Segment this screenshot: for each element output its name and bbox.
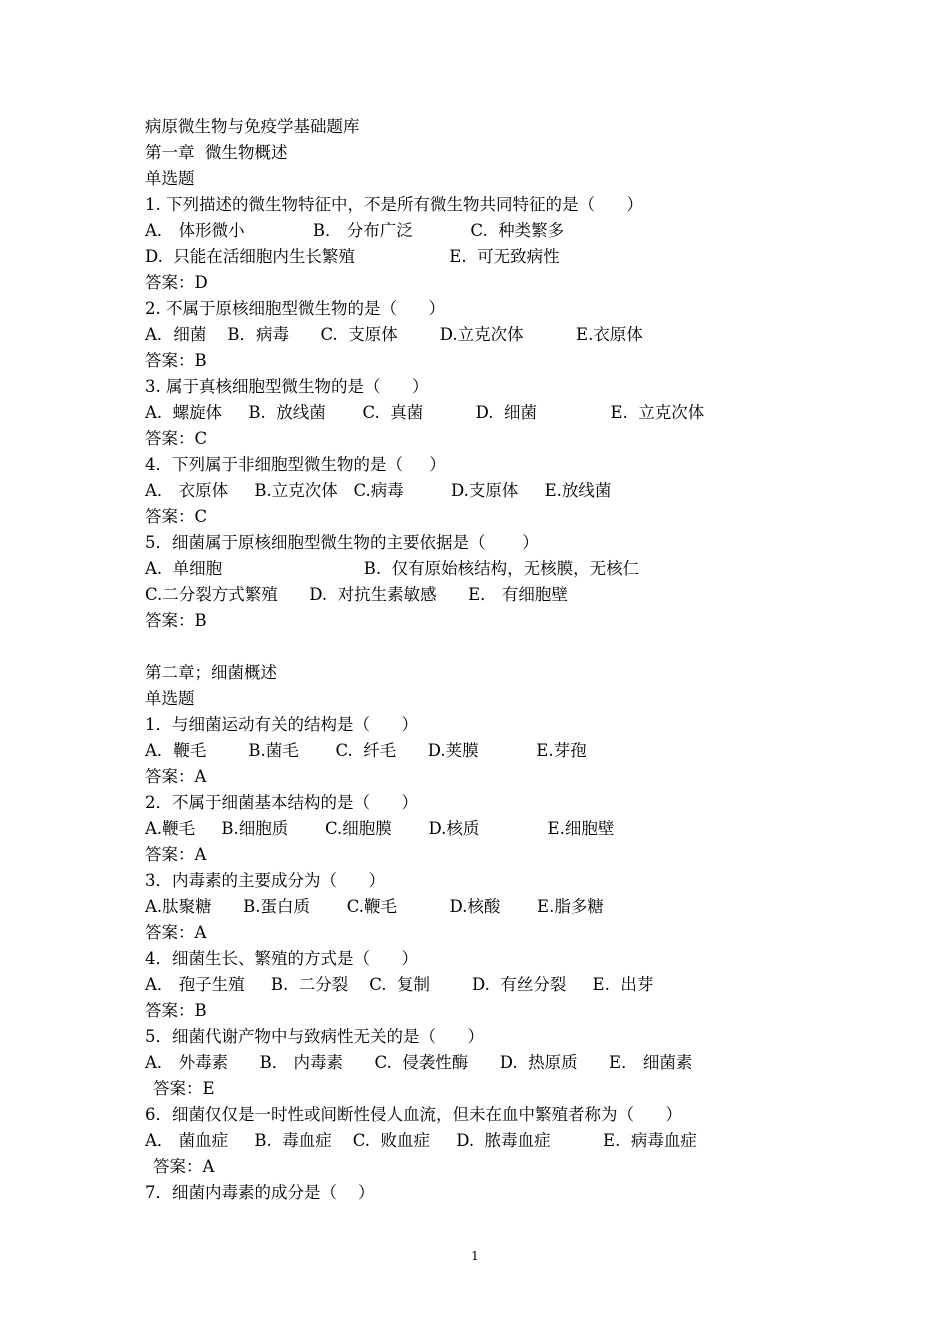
blank-line	[145, 634, 845, 660]
chapter-1-heading: 第一章 微生物概述	[145, 143, 288, 162]
question-options: A． 菌血症 B. 毒血症 C. 败血症 D. 脓毒血症 E. 病毒血症	[145, 1131, 697, 1150]
question-options: A.鞭毛 B.细胞质 C.细胞膜 D.核质 E.细胞壁	[145, 819, 615, 838]
question-answer: 答案：C	[145, 507, 208, 526]
question-stem: 1. 下列描述的微生物特征中，不是所有微生物共同特征的是（ ）	[145, 195, 643, 214]
question-options: A． 外毒素 B． 内毒素 C. 侵袭性酶 D. 热原质 E． 细菌素	[145, 1053, 693, 1072]
question-answer: 答案：A	[153, 1157, 215, 1176]
document-page	[145, 114, 845, 1206]
page-number: 1	[471, 1249, 479, 1263]
question-type: 单选题	[145, 169, 195, 188]
question-stem: 4．细菌生长、繁殖的方式是（ ）	[145, 949, 418, 968]
question-answer: 答案：B	[145, 1001, 207, 1020]
question-options: A．细菌 B．病毒 C. 支原体 D.立克次体 E.衣原体	[145, 325, 643, 344]
question-stem: 3．内毒素的主要成分为（ ）	[145, 871, 385, 890]
question-options: A．鞭毛 B.菌毛 C. 纤毛 D.荚膜 E.芽孢	[145, 741, 587, 760]
question-answer: 答案：E	[153, 1079, 215, 1098]
question-stem: 1．与细菌运动有关的结构是（ ）	[145, 715, 418, 734]
question-stem: 3. 属于真核细胞型微生物的是（ ）	[145, 377, 429, 396]
question-options: A． 衣原体 B.立克次体 C.病毒 D.支原体 E.放线菌	[145, 481, 612, 500]
question-options: A. 单细胞 B. 仅有原始核结构，无核膜，无核仁	[145, 559, 640, 578]
chapter-2-heading: 第二章；细菌概述	[145, 663, 277, 682]
question-options: C.二分裂方式繁殖 D. 对抗生素敏感 E． 有细胞壁	[145, 585, 568, 604]
question-answer: 答案：A	[145, 767, 207, 786]
question-answer: 答案：C	[145, 429, 208, 448]
question-options: A． 体形微小 B． 分布广泛 C. 种类繁多	[145, 221, 565, 240]
question-options: A. 螺旋体 B. 放线菌 C. 真菌 D. 细菌 E. 立克次体	[145, 403, 705, 422]
question-stem: 6．细菌仅仅是一时性或间断性侵人血流，但未在血中繁殖者称为（ ）	[145, 1105, 682, 1124]
question-answer: 答案：B	[145, 351, 207, 370]
question-options: A． 孢子生殖 B. 二分裂 C. 复制 D. 有丝分裂 E. 出芽	[145, 975, 654, 994]
document-title: 病原微生物与免疫学基础题库	[145, 117, 360, 136]
question-stem: 2. 不属于原核细胞型微生物的是（ ）	[145, 299, 445, 318]
question-options: D. 只能在活细胞内生长繁殖 E. 可无致病性	[145, 247, 560, 266]
question-answer: 答案：D	[145, 273, 208, 292]
question-stem: 7．细菌内毒素的成分是（ ）	[145, 1183, 375, 1202]
question-stem: 5．细菌属于原核细胞型微生物的主要依据是（ ）	[145, 533, 539, 552]
question-options: A.肽聚糖 B.蛋白质 C.鞭毛 D.核酸 E.脂多糖	[145, 897, 604, 916]
question-answer: 答案：A	[145, 923, 207, 942]
question-answer: 答案：A	[145, 845, 207, 864]
question-answer: 答案：B	[145, 611, 207, 630]
question-type: 单选题	[145, 689, 195, 708]
question-stem: 4．下列属于非细胞型微生物的是（ ）	[145, 455, 446, 474]
question-stem: 5．细菌代谢产物中与致病性无关的是（ ）	[145, 1027, 484, 1046]
question-stem: 2．不属于细菌基本结构的是（ ）	[145, 793, 418, 812]
